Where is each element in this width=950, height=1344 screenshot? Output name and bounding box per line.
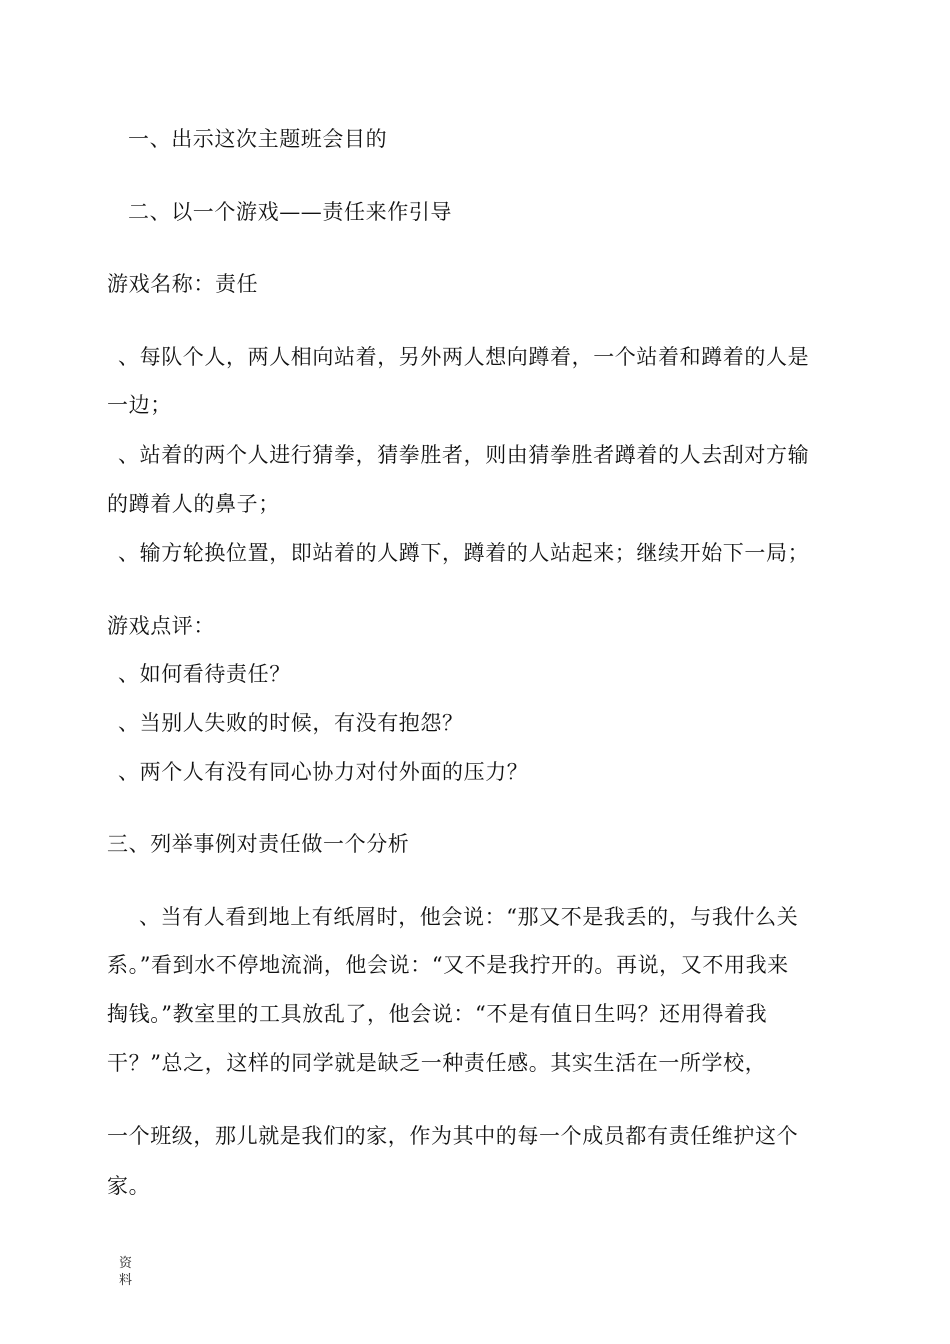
review-question-1: 、如何看待责任？ <box>118 662 291 686</box>
rule-1-line-2: 一边； <box>107 393 172 417</box>
footer-char-2: 料 <box>119 1273 133 1288</box>
rule-2-line-1: 、站着的两个人进行猜拳，猜拳胜者，则由猜拳胜者蹲着的人去刮对方输 <box>118 443 810 467</box>
example-paragraph-line-6: 家。 <box>107 1174 151 1198</box>
example-paragraph-line-3: 掏钱。”教室里的工具放乱了，他会说：“不是有值日生吗？还用得着我 <box>107 1002 768 1026</box>
example-paragraph-line-4: 干？”总之，这样的同学就是缺乏一种责任感。其实生活在一所学校， <box>107 1051 767 1075</box>
section-heading-2: 二、以一个游戏——责任来作引导 <box>128 200 452 224</box>
section-heading-1: 一、出示这次主题班会目的 <box>128 127 388 151</box>
page-footer-label <box>119 1255 133 1289</box>
game-name-line: 游戏名称：责任 <box>107 272 259 296</box>
game-review-heading: 游戏点评： <box>107 614 215 638</box>
footer-char-1: 资 <box>119 1256 133 1271</box>
section-heading-3: 三、列举事例对责任做一个分析 <box>107 832 410 856</box>
example-paragraph-line-1: 、当有人看到地上有纸屑时，他会说：“那又不是我丢的，与我什么关 <box>139 905 799 929</box>
example-paragraph-line-2: 系。”看到水不停地流淌，他会说：“又不是我拧开的。再说，又不用我来 <box>107 953 789 977</box>
review-question-3: 、两个人有没有同心协力对付外面的压力？ <box>118 760 529 784</box>
rule-1-line-1: 、每队个人，两人相向站着，另外两人想向蹲着，一个站着和蹲着的人是 <box>118 345 810 369</box>
rule-2-line-2: 的蹲着人的鼻子； <box>107 492 280 516</box>
review-question-2: 、当别人失败的时候，有没有抱怨？ <box>118 711 464 735</box>
rule-3-line: 、输方轮换位置，即站着的人蹲下，蹲着的人站起来；继续开始下一局； <box>118 541 810 565</box>
example-paragraph-line-5: 一个班级，那儿就是我们的家，作为其中的每一个成员都有责任维护这个 <box>107 1124 799 1148</box>
